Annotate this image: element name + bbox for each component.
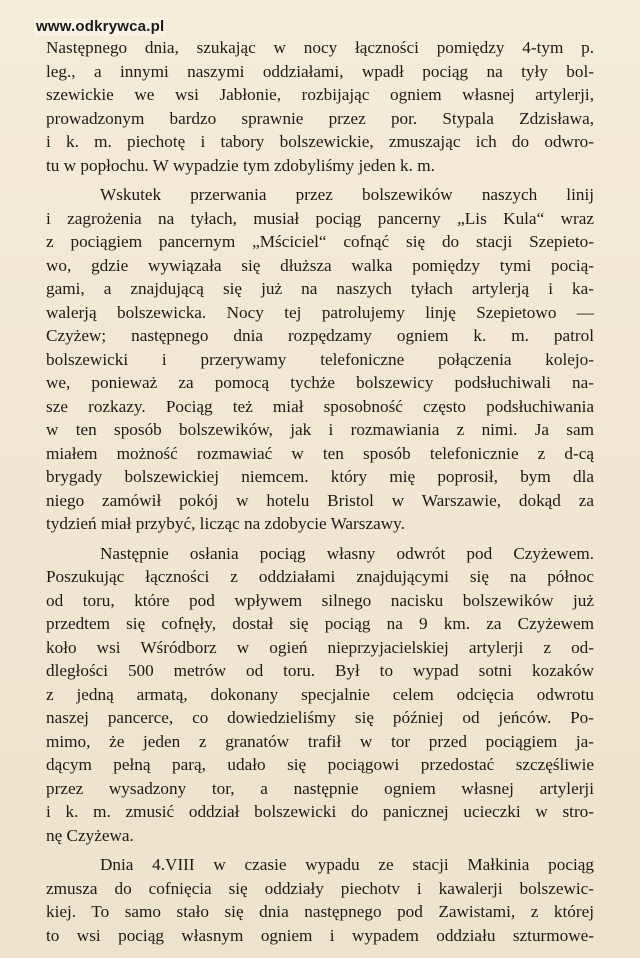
text-line: naszej pancerce, co dowiedzieliśmy się później od jeńców. Po- bbox=[46, 708, 594, 727]
text-line: miałem możność rozmawiać w ten sposób telefonicznie z d-cą bbox=[46, 443, 594, 463]
text-line: szewickie we wsi Jabłonie, rozbijając ogniem własnej artylerji, bbox=[46, 85, 594, 104]
text-line: Czyżew; następnego dnia rozpędzamy ogniem k. m. patrol bbox=[46, 326, 594, 345]
paragraph-3 bbox=[46, 542, 594, 848]
text-line: w ten sposób bolszewików, jak i rozmawiania z nimi. Ja sam bbox=[46, 420, 594, 439]
text-line: dległości 500 metrów od toru. Był to wypad sotni kozaków bbox=[46, 661, 594, 680]
text-line: bolszewicki i przerywamy telefoniczne połączenia kolejo- bbox=[46, 349, 594, 369]
text-line: i k. m. zmusić oddział bolszewicki do panicznej ucieczki w stro- bbox=[46, 802, 594, 821]
text-line: i k. m. piechotę i tabory bolszewickie, zmuszając ich do odwro- bbox=[46, 132, 594, 151]
text-line: od toru, które pod wpływem silnego nacisku bolszewików już bbox=[46, 590, 594, 610]
text-line: nę Czyżewa. bbox=[46, 825, 134, 845]
text-line: tu w popłochu. W wypadzie tym zdobyliśmy jeden k. m. bbox=[46, 155, 435, 175]
text-line: wo, gdzie wywiązała się dłuższa walka pomiędzy tymi pocią- bbox=[46, 255, 594, 275]
text-line: sze rozkazy. Pociąg też miał sposobność często podsłuchiwania bbox=[46, 396, 594, 416]
text-line: to wsi pociąg własnym ogniem i wypadem oddziału szturmowe- bbox=[46, 925, 594, 945]
text-line: gami, a znajdującą się już na naszych tyłach artylerją i ka- bbox=[46, 279, 594, 298]
text-line: walerją bolszewicka. Nocy tej patrolujemy linję Szepietowo — bbox=[46, 302, 594, 322]
paragraph-2 bbox=[46, 183, 594, 536]
text-line: Poszukując łączności z oddziałami znajdującymi się na północ bbox=[46, 567, 594, 586]
watermark: www.odkrywca.pl bbox=[36, 18, 165, 35]
text-line: Następnego dnia, szukając w nocy łączności pomiędzy 4-tym p. bbox=[46, 38, 594, 57]
text-line: zmusza do cofnięcia się oddziały piechotv i kawalerji bolszewic- bbox=[46, 878, 594, 898]
text-line: niego zamówił pokój w hotelu Bristol w Warszawie, dokąd za bbox=[46, 490, 594, 510]
text-line: z pociągiem pancernym „Mściciel“ cofnąć się do stacji Szepieto- bbox=[46, 232, 594, 251]
text-line: mimo, że jeden z granatów trafił w tor przed pociągiem ja- bbox=[46, 731, 594, 751]
paragraph-4 bbox=[46, 853, 594, 947]
text-line: przedtem się cofnęły, dostał się pociąg na 9 km. za Czyżewem bbox=[46, 614, 594, 633]
text-line: kiej. To samo stało się dnia następnego pod Zawistami, z której bbox=[46, 902, 594, 921]
text-line: we, ponieważ za pomocą tychże bolszewicy podsłuchiwali na- bbox=[46, 373, 594, 392]
text-line: przez wysadzony tor, a następnie ogniem własnej artylerji bbox=[46, 778, 594, 798]
text-line: brygady bolszewickiej niemcem. który mię poprosił, bym dla bbox=[46, 467, 594, 486]
text-line: leg., a innymi naszymi oddziałami, wpadł pociąg na tyły bol- bbox=[46, 61, 594, 81]
paragraph-1 bbox=[46, 36, 594, 177]
text-line: dącym pełną parą, udało się pociągowi przedostać szczęśliwie bbox=[46, 755, 594, 774]
text-line: z jedną armatą, dokonany specjalnie celem odcięcia odwrotu bbox=[46, 684, 594, 704]
text-line: Dnia 4.VIII w czasie wypadu ze stacji Małkinia pociąg bbox=[100, 855, 594, 874]
text-line: koło wsi Wśródborz w ogień nieprzyjacielskiej artylerji z od- bbox=[46, 637, 594, 657]
text-line: Następnie osłania pociąg własny odwrót pod Czyżewem. bbox=[100, 543, 594, 563]
text-line: tydzień miał przybyć, licząc na zdobycie Warszawy. bbox=[46, 514, 405, 533]
text-line: prowadzonym bardzo sprawnie przez por. Stypala Zdzisława, bbox=[46, 108, 594, 128]
text-line: Wskutek przerwania przez bolszewików naszych linij bbox=[100, 185, 594, 204]
text-line: i zagrożenia na tyłach, musiał pociąg pancerny „Lis Kula“ wraz bbox=[46, 208, 594, 228]
text-body bbox=[46, 36, 594, 947]
